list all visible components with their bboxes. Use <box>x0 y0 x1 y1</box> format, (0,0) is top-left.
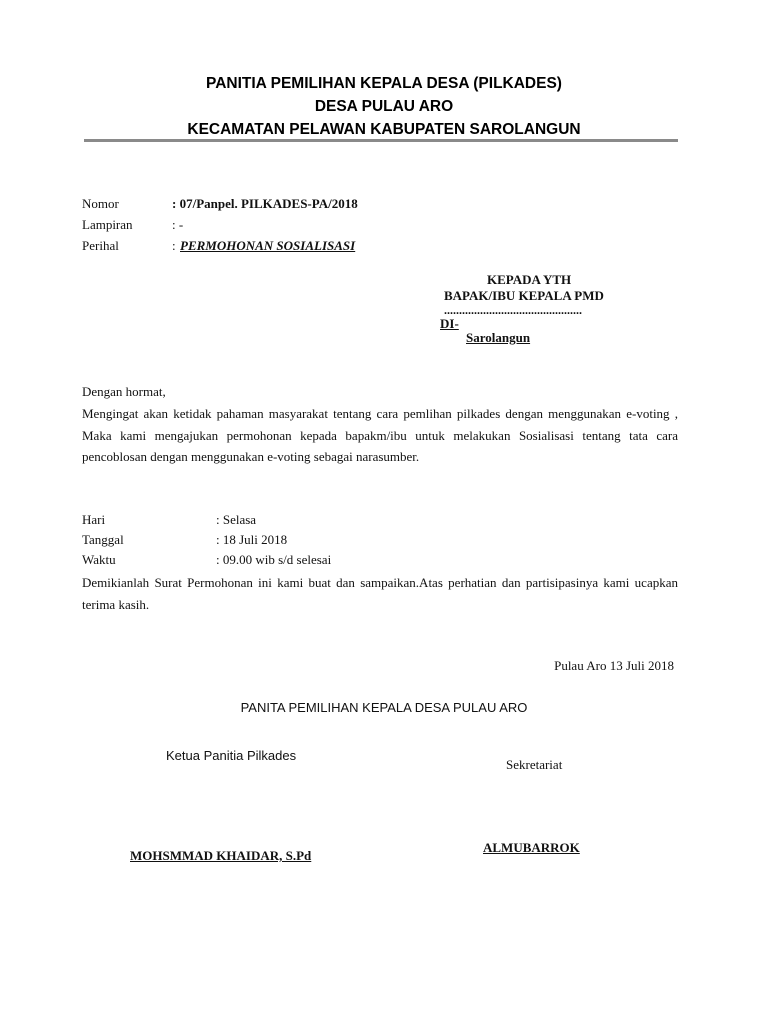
recipient-di: DI- <box>440 316 459 331</box>
perihal-value: PERMOHONAN SOSIALISASI <box>180 238 356 253</box>
secretary-title: Sekretariat <box>506 757 563 772</box>
hari-label: Hari <box>82 512 106 527</box>
letterhead <box>0 72 768 141</box>
perihal-label: Perihal <box>82 238 119 253</box>
recipient-line-2: BAPAK/IBU KEPALA PMD <box>444 288 604 303</box>
lampiran-label: Lampiran <box>82 217 133 232</box>
hari-value: : Selasa <box>216 512 257 527</box>
perihal-colon: : <box>172 238 176 253</box>
letterhead-line-3: KECAMATAN PELAWAN KABUPATEN SAROLANGUN <box>187 121 581 138</box>
body-paragraph: Mengingat akan ketidak pahaman masyarakat tentang cara pemlihan pilkades dengan menggunakan e-voting , Maka kami mengajukan permohonan kepada bapakm/ibu untuk melakukan Sosialisasi tentang tata cara pencoblosan dengan menggunakan e-voting sebagai narasumber. <box>82 406 678 464</box>
lampiran-value: : - <box>172 217 184 232</box>
tanggal-label: Tanggal <box>82 532 124 547</box>
nomor-value: : 07/Panpel. PILKADES-PA/2018 <box>172 196 358 211</box>
closing-paragraph: Demikianlah Surat Permohonan ini kami buat dan sampaikan.Atas perhatian dan partisipasinya kami ucapkan terima kasih. <box>82 575 678 612</box>
letterhead-line-2: DESA PULAU ARO <box>314 98 454 115</box>
recipient-place: Sarolangun <box>466 330 531 345</box>
waktu-value: : 09.00 wib s/d selesai <box>216 552 332 567</box>
letterhead-line-1: PANITIA PEMILIHAN KEPALA DESA (PILKADES) <box>206 75 562 92</box>
nomor-label: Nomor <box>82 196 119 211</box>
secretary-name: ALMUBARROK <box>483 840 580 855</box>
tanggal-value: : 18 Juli 2018 <box>216 532 288 547</box>
recipient-line-1: KEPADA YTH <box>487 272 572 287</box>
committee-name-text: PANITA PEMILIHAN KEPALA DESA PULAU ARO <box>240 700 528 715</box>
chair-title: Ketua Panitia Pilkades <box>166 748 297 763</box>
recipient-dots: .............................................. <box>444 303 582 317</box>
waktu-label: Waktu <box>82 552 116 567</box>
place-date: Pulau Aro 13 Juli 2018 <box>554 658 674 673</box>
greeting: Dengan hormat, <box>82 384 166 399</box>
committee-name <box>0 700 768 715</box>
chair-name: MOHSMMAD KHAIDAR, S.Pd <box>130 848 312 863</box>
letterhead-divider <box>84 139 678 142</box>
